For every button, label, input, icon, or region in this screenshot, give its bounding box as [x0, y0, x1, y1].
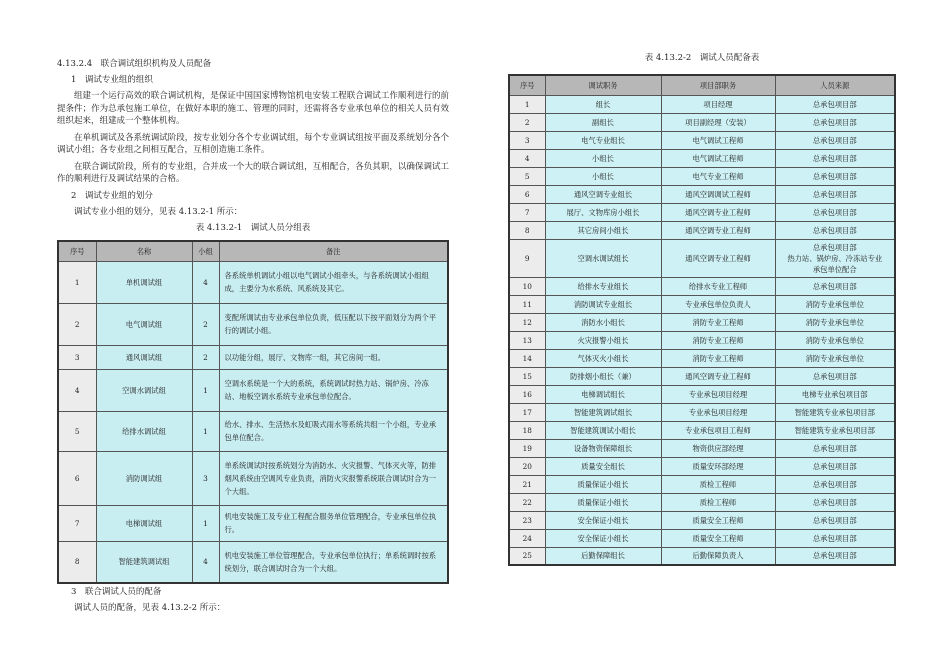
- row-position: 通风空调专业工程师: [661, 221, 775, 239]
- row-duty: 展厅、文物库房小组长: [545, 203, 661, 221]
- row-no: 2: [58, 303, 96, 345]
- row-position: 质量安全工程师: [661, 529, 775, 547]
- row-no: 25: [509, 547, 545, 565]
- row-no: 1: [509, 95, 545, 113]
- row-position: 专业承包项目经理: [661, 385, 775, 403]
- row-duty: 消防水小组长: [545, 313, 661, 331]
- table-row: [58, 541, 448, 583]
- section-title: 4.13.2.4 联合调试组织机构及人员配备: [57, 59, 212, 69]
- row-source: 总承包项目部: [775, 457, 895, 475]
- row-source: 总承包项目部: [775, 203, 895, 221]
- row-source: 智能建筑专业承包项目部: [775, 403, 895, 421]
- row-no: 13: [509, 331, 545, 349]
- paragraph-1: 组建一个运行高效的联合调试机构，是保证中国国家博物馆机电安装工程联合调试工作顺利进行的前提条件；作为总承包施工单位，在做好本职的施工、管理的同时，还需将各专业承包单位的相关人员有效组织起来，组建成一个整体机构。: [57, 91, 449, 126]
- row-note: 机电安装施工及专业工程配合服务单位管理配合，专业承包单位执行。: [219, 505, 448, 541]
- row-no: 6: [509, 185, 545, 203]
- paragraph-5: 调试人员的配备，见表 4.13.2-2 所示：: [74, 603, 226, 613]
- row-name: 电气调试组: [96, 303, 192, 345]
- row-position: 质检工程师: [661, 475, 775, 493]
- left-column: [57, 58, 449, 619]
- row-duty: 智能建筑调试组长: [545, 403, 661, 421]
- right-column: [508, 52, 896, 566]
- row-source: 消防专业承包单位: [775, 313, 895, 331]
- row-source-line: 热力站、锅炉房、冷冻站专业: [787, 253, 883, 263]
- row-source: [775, 239, 895, 277]
- row-position: 专业承包单位负责人: [661, 295, 775, 313]
- row-no: 12: [509, 313, 545, 331]
- subsection-1-title: 1 调试专业组的组织: [71, 75, 153, 85]
- row-source-line: 承包单位配合: [812, 264, 857, 274]
- row-source: 消防专业承包单位: [775, 331, 895, 349]
- row-note: 各系统单机调试小组以电气调试小组牵头，与各系统调试小组组成，主要分为水系统、风系统及其它。: [219, 261, 448, 303]
- row-no: 1: [58, 261, 96, 303]
- row-name: 智能建筑调试组: [96, 541, 192, 583]
- row-source: 总承包项目部: [775, 547, 895, 565]
- row-source: 总承包项目部: [775, 221, 895, 239]
- table-row: [509, 313, 895, 331]
- row-source: 总承包项目部: [775, 367, 895, 385]
- row-no: 23: [509, 511, 545, 529]
- row-no: 8: [509, 221, 545, 239]
- row-note: 单系统调试时按系统划分为消防水、火灾报警、气体灭火等，防排烟风系统由空调风专业负责，消防火灾报警系统联合调试时合为一个大组。: [219, 451, 448, 505]
- row-duty: 电梯调试组长: [545, 385, 661, 403]
- table-row: [509, 331, 895, 349]
- table-header-row: [509, 75, 895, 95]
- row-name: 电梯调试组: [96, 505, 192, 541]
- table-row: [509, 439, 895, 457]
- row-groups: 4: [192, 541, 219, 583]
- table-row: [509, 203, 895, 221]
- row-position: 电气调试工程师: [661, 131, 775, 149]
- row-duty: 消防调试专业组长: [545, 295, 661, 313]
- row-no: 11: [509, 295, 545, 313]
- row-no: 5: [509, 167, 545, 185]
- row-source: 电梯专业承包项目部: [775, 385, 895, 403]
- row-duty: 安全保证小组长: [545, 511, 661, 529]
- row-no: 21: [509, 475, 545, 493]
- subsection-2-title: 2 调试专业组的划分: [71, 190, 153, 201]
- row-duty: 通风空调专业组长: [545, 185, 661, 203]
- row-position: 消防专业工程师: [661, 349, 775, 367]
- row-note: 变配所调试由专业承包单位负责，低压配以下按平面划分为两个平行的调试小组。: [219, 303, 448, 345]
- table-row: [509, 403, 895, 421]
- row-source: 总承包项目部: [775, 167, 895, 185]
- row-position: 消防专业工程师: [661, 313, 775, 331]
- row-source-line: 总承包项目部: [812, 242, 857, 252]
- table-row: [509, 349, 895, 367]
- row-duty: 其它房间小组长: [545, 221, 661, 239]
- row-no: 7: [509, 203, 545, 221]
- table-row: [509, 367, 895, 385]
- table-staff-assignment: [508, 74, 896, 566]
- row-no: 24: [509, 529, 545, 547]
- row-position: 项目经理: [661, 95, 775, 113]
- row-duty: 设备物资保障组长: [545, 439, 661, 457]
- row-source: 总承包项目部: [775, 131, 895, 149]
- row-no: 15: [509, 367, 545, 385]
- row-source: 总承包项目部: [775, 475, 895, 493]
- row-position: 通风空调专业工程师: [661, 239, 775, 277]
- row-groups: 1: [192, 505, 219, 541]
- row-position: 消防专业工程师: [661, 331, 775, 349]
- table-row: [58, 261, 448, 303]
- table-row: [509, 131, 895, 149]
- row-position: 电气专业工程师: [661, 167, 775, 185]
- row-no: 19: [509, 439, 545, 457]
- row-duty: 安全保证小组长: [545, 529, 661, 547]
- row-no: 22: [509, 493, 545, 511]
- row-duty: 质量保证小组长: [545, 475, 661, 493]
- paragraph-4: 调试专业小组的划分，见表 4.13.2-1 所示：: [74, 206, 243, 217]
- table-row: [509, 385, 895, 403]
- row-source: 总承包项目部: [775, 185, 895, 203]
- paragraph-2: 在单机调试及各系统调试阶段，按专业划分各个专业调试组，每个专业调试组按平面及系统划分各个调试小组；各专业组之间相互配合，互相创造施工条件。: [57, 132, 449, 155]
- row-position: 专业承包项目经理: [661, 403, 775, 421]
- row-name: 消防调试组: [96, 451, 192, 505]
- subsection-3-title: 3 联合调试人员的配备: [71, 587, 162, 597]
- table-row: [58, 369, 448, 411]
- row-note: 给水、排水、生活热水及虹吸式雨水等系统共组一个小组，专业承包单位配合。: [219, 411, 448, 451]
- table-row: [58, 451, 448, 505]
- row-name: 单机调试组: [96, 261, 192, 303]
- table-row: [509, 277, 895, 295]
- header-duty: 调试职务: [545, 75, 661, 95]
- table-row: [509, 493, 895, 511]
- row-note: 机电安装施工单位管理配合，专业承包单位执行；单系统调时按系统划分，联合调试时合为一个大组。: [219, 541, 448, 583]
- row-groups: 1: [192, 411, 219, 451]
- table-row: [58, 303, 448, 345]
- row-source: 总承包项目部: [775, 439, 895, 457]
- row-source: 总承包项目部: [775, 277, 895, 295]
- table-row: [509, 547, 895, 565]
- row-source: 总承包项目部: [775, 511, 895, 529]
- row-no: 3: [509, 131, 545, 149]
- row-source: 总承包项目部: [775, 529, 895, 547]
- row-duty: 质量保证小组长: [545, 493, 661, 511]
- row-duty: 小组长: [545, 149, 661, 167]
- row-position: 后勤保障负责人: [661, 547, 775, 565]
- table-header-row: [58, 241, 448, 261]
- row-position: 给排水专业工程师: [661, 277, 775, 295]
- row-position: 电气调试工程师: [661, 149, 775, 167]
- row-no: 7: [58, 505, 96, 541]
- row-source: 智能建筑专业承包项目部: [775, 421, 895, 439]
- row-no: 20: [509, 457, 545, 475]
- row-position: 质检工程师: [661, 493, 775, 511]
- table-1-caption: 表 4.13.2-1 调试人员分组表: [195, 223, 311, 233]
- row-note: 以功能分组，展厅、文物库一组，其它房间一组。: [219, 345, 448, 369]
- row-no: 10: [509, 277, 545, 295]
- row-position: 物资供应部经理: [661, 439, 775, 457]
- row-no: 18: [509, 421, 545, 439]
- row-no: 17: [509, 403, 545, 421]
- table-row: [509, 167, 895, 185]
- row-duty: 组长: [545, 95, 661, 113]
- header-name: 名称: [96, 241, 192, 261]
- table-row: [509, 185, 895, 203]
- row-duty: 防排烟小组长（兼）: [545, 367, 661, 385]
- row-source: 总承包项目部: [775, 149, 895, 167]
- row-duty: 智能建筑调试小组长: [545, 421, 661, 439]
- table-row: [509, 457, 895, 475]
- row-no: 14: [509, 349, 545, 367]
- row-position: 质量安全工程师: [661, 511, 775, 529]
- header-no: 序号: [58, 241, 96, 261]
- row-duty: 副组长: [545, 113, 661, 131]
- row-name: 空调水调试组: [96, 369, 192, 411]
- row-note: 空调水系统是一个大的系统，系统调试时热力站、锅炉房、冷冻站、地板空调水系统专业承包单位配合。: [219, 369, 448, 411]
- table-row: [58, 345, 448, 369]
- row-duty: 后勤保障组长: [545, 547, 661, 565]
- table-row: [509, 221, 895, 239]
- row-source: 消防专业承包单位: [775, 295, 895, 313]
- row-no: 16: [509, 385, 545, 403]
- header-no: 序号: [509, 75, 545, 95]
- row-position: 通风空调专业工程师: [661, 367, 775, 385]
- row-no: 5: [58, 411, 96, 451]
- table-row: [509, 529, 895, 547]
- row-no: 4: [509, 149, 545, 167]
- table-row: [509, 149, 895, 167]
- table-row: [58, 411, 448, 451]
- table-row: [509, 113, 895, 131]
- row-source: 总承包项目部: [775, 95, 895, 113]
- row-position: 专业承包项目工程师: [661, 421, 775, 439]
- row-groups: 2: [192, 303, 219, 345]
- row-name: 给排水调试组: [96, 411, 192, 451]
- row-duty: 空调水调试组长: [545, 239, 661, 277]
- row-no: 2: [509, 113, 545, 131]
- row-position: 通风空调专业工程师: [661, 203, 775, 221]
- table-row: [509, 295, 895, 313]
- row-name: 通风调试组: [96, 345, 192, 369]
- row-position: 质量安环部经理: [661, 457, 775, 475]
- row-duty: 火灾报警小组长: [545, 331, 661, 349]
- row-duty: 小组长: [545, 167, 661, 185]
- table-row: [509, 421, 895, 439]
- row-position: 通风空调调试工程师: [661, 185, 775, 203]
- row-duty: 质量安全组长: [545, 457, 661, 475]
- row-no: 9: [509, 239, 545, 277]
- table-row: [509, 511, 895, 529]
- paragraph-3: 在联合调试阶段，所有的专业组，合并成一个大的联合调试组，互相配合，各负其职，以确保调试工作的顺利进行及调试结果的合格。: [57, 161, 449, 184]
- row-no: 4: [58, 369, 96, 411]
- row-duty: 电气专业组长: [545, 131, 661, 149]
- header-groups: 小组: [192, 241, 219, 261]
- row-source: 消防专业承包单位: [775, 349, 895, 367]
- row-duty: 给排水专业组长: [545, 277, 661, 295]
- row-duty: 气体灭火小组长: [545, 349, 661, 367]
- row-no: 3: [58, 345, 96, 369]
- header-note: 备注: [219, 241, 448, 261]
- row-groups: 2: [192, 345, 219, 369]
- table-row: [58, 505, 448, 541]
- row-source: 总承包项目部: [775, 493, 895, 511]
- row-groups: 4: [192, 261, 219, 303]
- row-position: 项目副经理（安装）: [661, 113, 775, 131]
- row-groups: 3: [192, 451, 219, 505]
- table-row: [509, 95, 895, 113]
- row-no: 8: [58, 541, 96, 583]
- row-source: 总承包项目部: [775, 113, 895, 131]
- row-no: 6: [58, 451, 96, 505]
- row-groups: 1: [192, 369, 219, 411]
- table-row: [509, 239, 895, 277]
- table-staff-groups: [57, 240, 449, 584]
- header-position: 项目部职务: [661, 75, 775, 95]
- table-2-caption: 表 4.13.2-2 调试人员配备表: [644, 53, 760, 63]
- table-row: [509, 475, 895, 493]
- header-source: 人员来源: [775, 75, 895, 95]
